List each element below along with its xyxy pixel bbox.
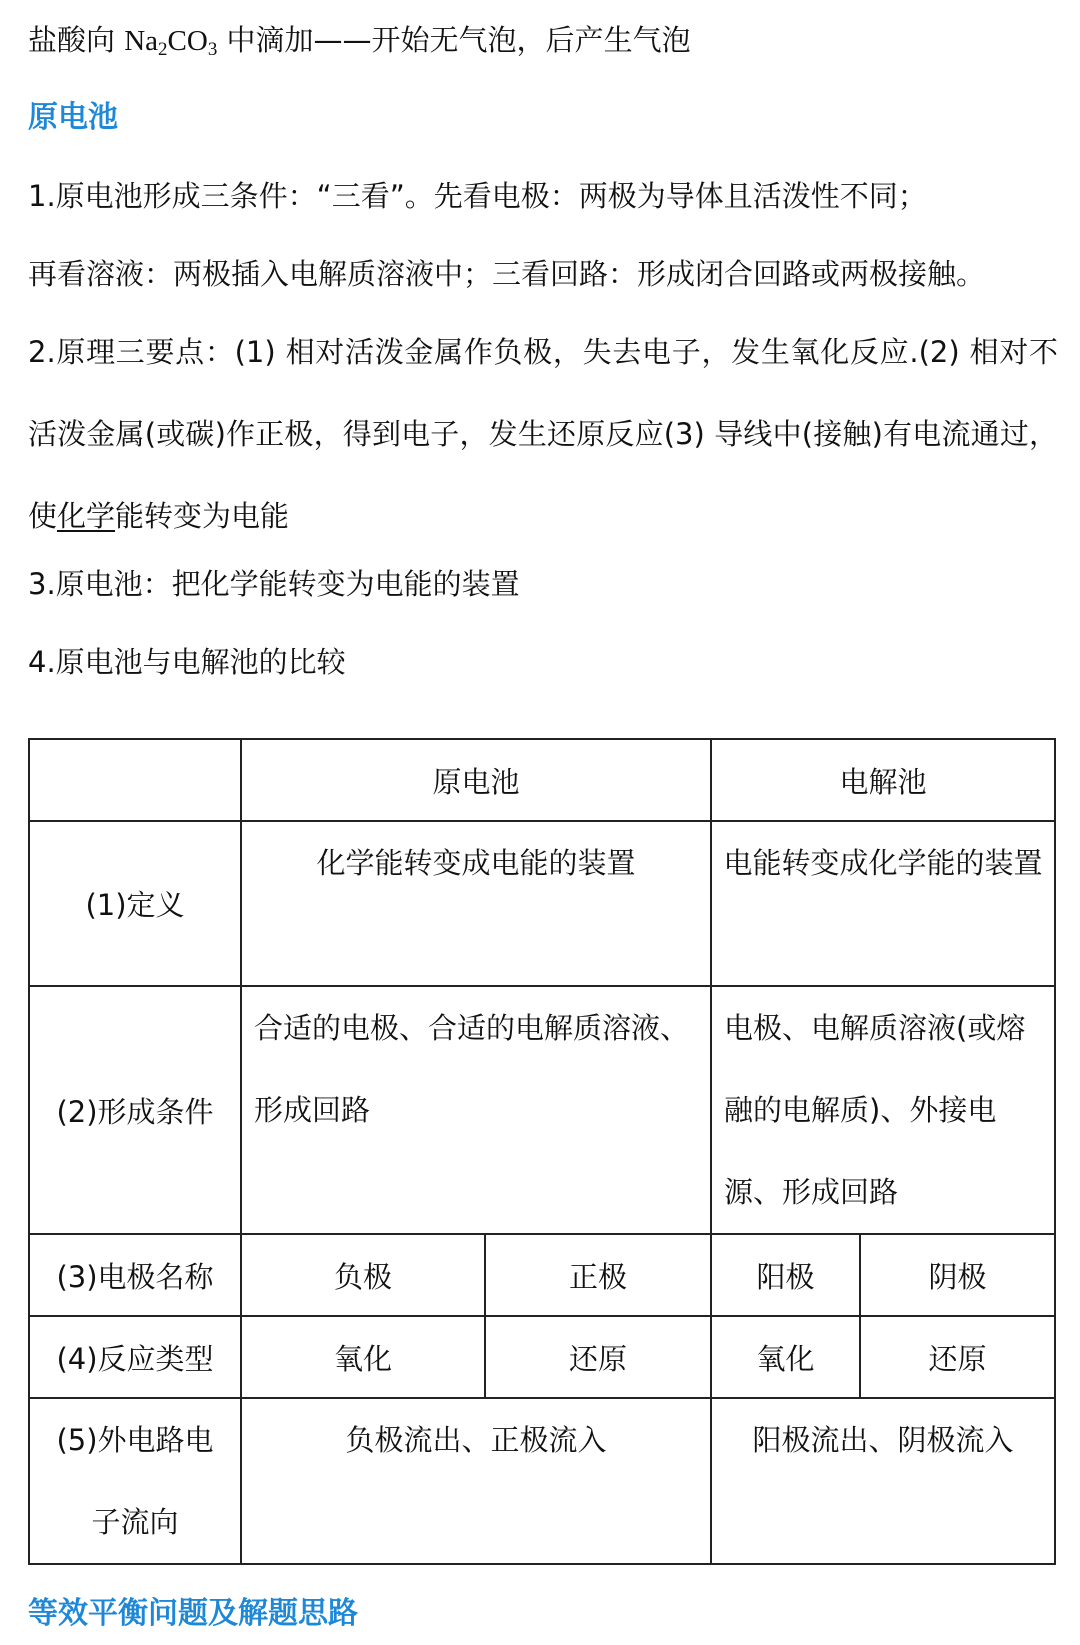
cell-electrode-cathode: 阴极 (860, 1234, 1055, 1316)
row-label-conditions: (2)形成条件 (29, 986, 241, 1234)
row-label-definition: (1)定义 (29, 821, 241, 986)
table-row-definition (29, 821, 1055, 986)
item4-line: 4.原电池与电解池的比较 (28, 645, 346, 679)
comparison-table (28, 738, 1056, 1565)
cell-definition-electrolytic: 电能转变成化学能的装置 (711, 821, 1055, 986)
cell-reaction-positive: 还原 (485, 1316, 711, 1398)
table-header-galvanic: 原电池 (241, 739, 711, 821)
cell-reaction-negative: 氧化 (241, 1316, 485, 1398)
formula-co: CO (167, 25, 208, 57)
cell-electrode-anode: 阳极 (711, 1234, 860, 1316)
table-row-reaction (29, 1316, 1055, 1398)
item2-text-end: 能转变为电能 (115, 499, 290, 533)
cell-electrode-negative: 负极 (241, 1234, 485, 1316)
section-title-galvanic-cell: 原电池 (28, 100, 118, 135)
item2-text: 2.原理三要点：(1) 相对活泼金属作负极，失去电子，发生氧化反应.(2) 相对不活泼金属(或碳)作正极，得到电子，发生还原反应(3) 导线中(接触)有电流通过，使 (28, 335, 1058, 533)
item1-line2: 再看溶液：两极插入电解质溶液中；三看回路：形成闭合回路或两极接触。 (28, 257, 986, 291)
row-label-electron-flow: (5)外电路电子流向 (29, 1398, 241, 1564)
table-row-electron-flow (29, 1398, 1055, 1564)
row-label-electrodes: (3)电极名称 (29, 1234, 241, 1316)
table-header-empty (29, 739, 241, 821)
item2-paragraph (28, 311, 1058, 557)
table-header-electrolytic: 电解池 (711, 739, 1055, 821)
cell-electrode-positive: 正极 (485, 1234, 711, 1316)
intro-line (28, 20, 691, 61)
cell-flow-galvanic: 负极流出、正极流入 (241, 1398, 711, 1564)
table-row-electrodes (29, 1234, 1055, 1316)
item1-line1: 1.原电池形成三条件：“三看”。先看电极：两极为导体且活泼性不同； (28, 179, 927, 213)
cell-conditions-electrolytic: 电极、电解质溶液(或熔融的电解质)、外接电源、形成回路 (711, 986, 1055, 1234)
cell-conditions-galvanic: 合适的电极、合适的电解质溶液、形成回路 (241, 986, 711, 1234)
table-header-row (29, 739, 1055, 821)
formula-na: Na (124, 25, 159, 57)
cell-definition-galvanic: 化学能转变成电能的装置 (241, 821, 711, 986)
cell-flow-electrolytic: 阳极流出、阴极流入 (711, 1398, 1055, 1564)
cell-reaction-cathode: 还原 (860, 1316, 1055, 1398)
item2-underlined-text: 化学 (57, 499, 116, 533)
cell-reaction-anode: 氧化 (711, 1316, 860, 1398)
formula-co-subscript: 3 (207, 39, 218, 60)
table-row-conditions (29, 986, 1055, 1234)
intro-prefix: 盐酸向 (28, 23, 125, 57)
intro-suffix: 中滴加——开始无气泡，后产生气泡 (217, 23, 691, 57)
formula-na-subscript: 2 (158, 39, 168, 60)
row-label-reaction: (4)反应类型 (29, 1316, 241, 1398)
section-title-equilibrium: 等效平衡问题及解题思路 (28, 1596, 358, 1631)
item3-line: 3.原电池：把化学能转变为电能的装置 (28, 567, 520, 601)
